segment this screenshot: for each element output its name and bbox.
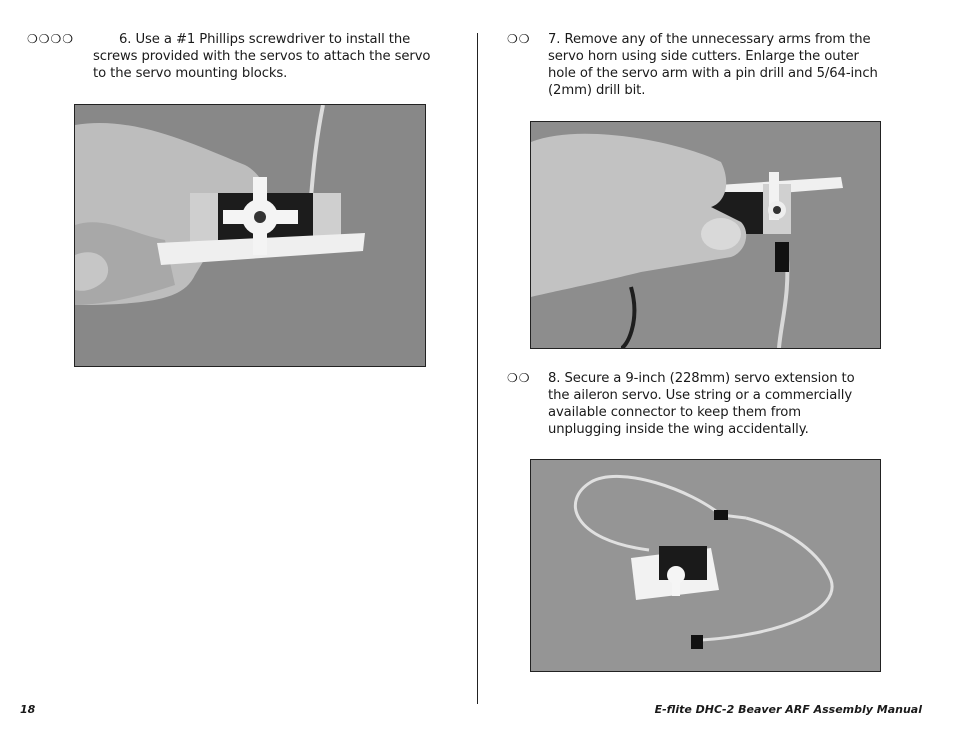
photo-servo-extension <box>530 459 881 672</box>
step-8 <box>507 370 878 438</box>
step-7 <box>507 31 878 99</box>
checkbox-bullets: ❍❍ <box>507 371 531 385</box>
step-text: 7. Remove any of the unnecessary arms from the servo horn using side cutters. Enlarge the outer hole of the servo arm with a pin drill and 5/64-inch (2mm) drill bit. <box>548 32 878 98</box>
servo-horn-illustration <box>531 122 880 348</box>
column-divider <box>477 33 478 704</box>
step-text: 8. Secure a 9-inch (228mm) servo extension to the aileron servo. Use string or a commercially available connector to keep them from unplugging inside the wing accidentally. <box>548 371 855 437</box>
checkbox-bullets: ❍❍❍❍ <box>27 32 75 46</box>
manual-title: E-flite DHC-2 Beaver ARF Assembly Manual <box>654 703 922 716</box>
photo-servo-install <box>74 104 426 367</box>
page-number: 18 <box>20 703 36 716</box>
photo-servo-horn <box>530 121 881 349</box>
servo-install-illustration <box>75 105 425 366</box>
checkbox-bullets: ❍❍ <box>507 32 531 46</box>
servo-extension-illustration <box>531 460 880 671</box>
step-text: 6. Use a #1 Phillips screwdriver to install the screws provided with the servos to attach the servo to the servo mounting blocks. <box>93 32 431 81</box>
step-6 <box>27 31 445 82</box>
